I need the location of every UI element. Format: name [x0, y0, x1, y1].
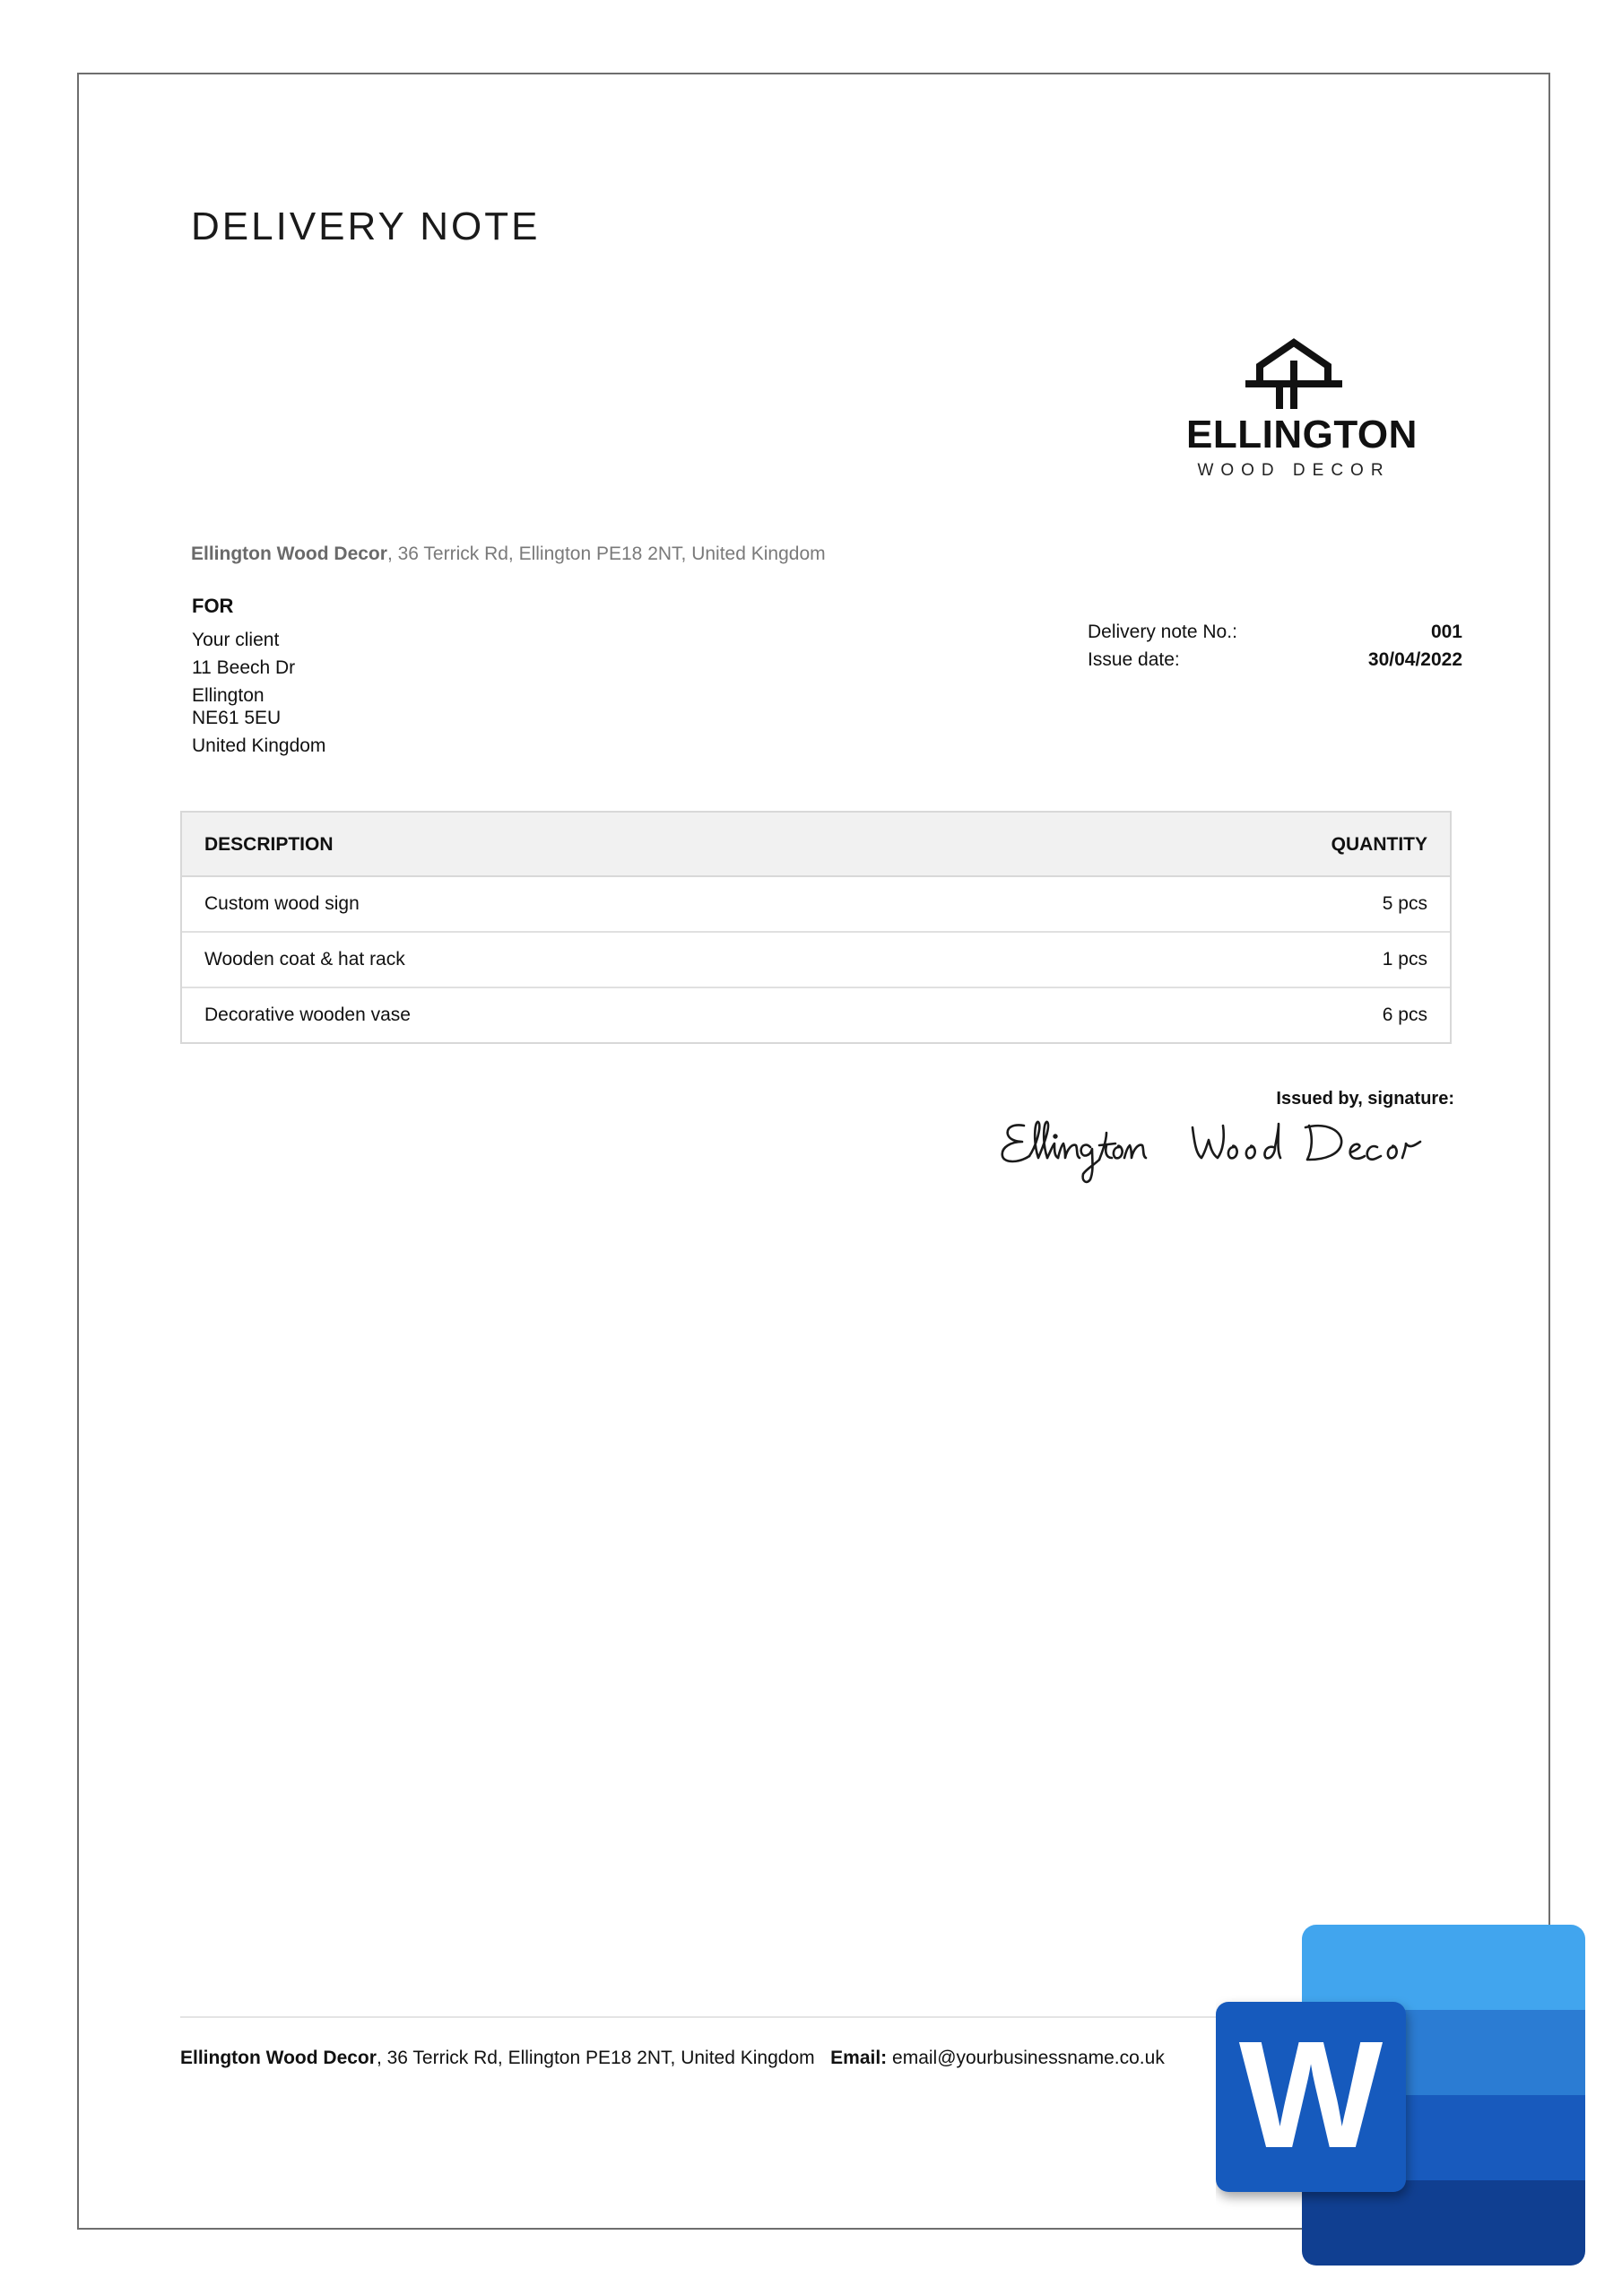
table-row	[182, 988, 1450, 1042]
signature-label: Issued by, signature:	[1276, 1089, 1454, 1109]
table-row	[182, 933, 1450, 988]
sender-name: Ellington Wood Decor	[191, 544, 387, 564]
recipient-line: 11 Beech Dr	[192, 657, 296, 678]
recipient-heading: FOR	[192, 595, 234, 617]
table-row	[182, 877, 1450, 933]
items-table	[180, 811, 1452, 1044]
footer-address: , 36 Terrick Rd, Ellington PE18 2NT, United Kingdom	[376, 2048, 815, 2068]
footer-email: email@yourbusinessname.co.uk	[892, 2048, 1165, 2068]
footer	[180, 2048, 1165, 2069]
issue-date-row	[1088, 649, 1462, 677]
document-title: DELIVERY NOTE	[191, 204, 541, 248]
word-letter: W	[1238, 2010, 1383, 2180]
note-number-value: 001	[1430, 622, 1462, 642]
document-page	[77, 73, 1550, 2230]
company-logo	[1186, 330, 1418, 480]
note-number-row	[1088, 622, 1462, 649]
word-band-top	[1302, 1925, 1585, 2010]
recipient-address	[192, 626, 325, 760]
footer-email-label: Email:	[830, 2048, 888, 2068]
recipient-line: NE61 5EU	[192, 708, 282, 728]
issue-date-label: Issue date:	[1088, 649, 1180, 670]
microsoft-word-icon	[1216, 1925, 1585, 2266]
footer-company: Ellington Wood Decor	[180, 2048, 377, 2068]
delivery-meta	[1088, 622, 1462, 677]
recipient-line: Your client	[192, 630, 280, 650]
house-icon	[1186, 330, 1401, 411]
recipient-line: Ellington	[192, 685, 265, 706]
items-table-header	[182, 813, 1450, 877]
note-number-label: Delivery note No.:	[1088, 622, 1237, 642]
item-quantity: 1 pcs	[1382, 949, 1427, 970]
sender-address-line	[191, 544, 826, 565]
quantity-header: QUANTITY	[1331, 834, 1427, 855]
item-description: Custom wood sign	[204, 893, 360, 914]
description-header: DESCRIPTION	[204, 834, 334, 855]
item-quantity: 6 pcs	[1382, 1004, 1427, 1025]
sender-address: , 36 Terrick Rd, Ellington PE18 2NT, United Kingdom	[386, 544, 826, 564]
logo-name: ELLINGTON	[1186, 413, 1418, 457]
word-band-bottom	[1302, 2180, 1585, 2266]
issue-date-value: 30/04/2022	[1367, 649, 1462, 670]
item-description: Wooden coat & hat rack	[204, 949, 405, 970]
handwritten-signature	[993, 1106, 1460, 1187]
recipient-line: United Kingdom	[192, 735, 326, 756]
item-quantity: 5 pcs	[1382, 893, 1427, 914]
item-description: Decorative wooden vase	[204, 1004, 411, 1025]
logo-tagline: WOOD DECOR	[1197, 461, 1391, 480]
